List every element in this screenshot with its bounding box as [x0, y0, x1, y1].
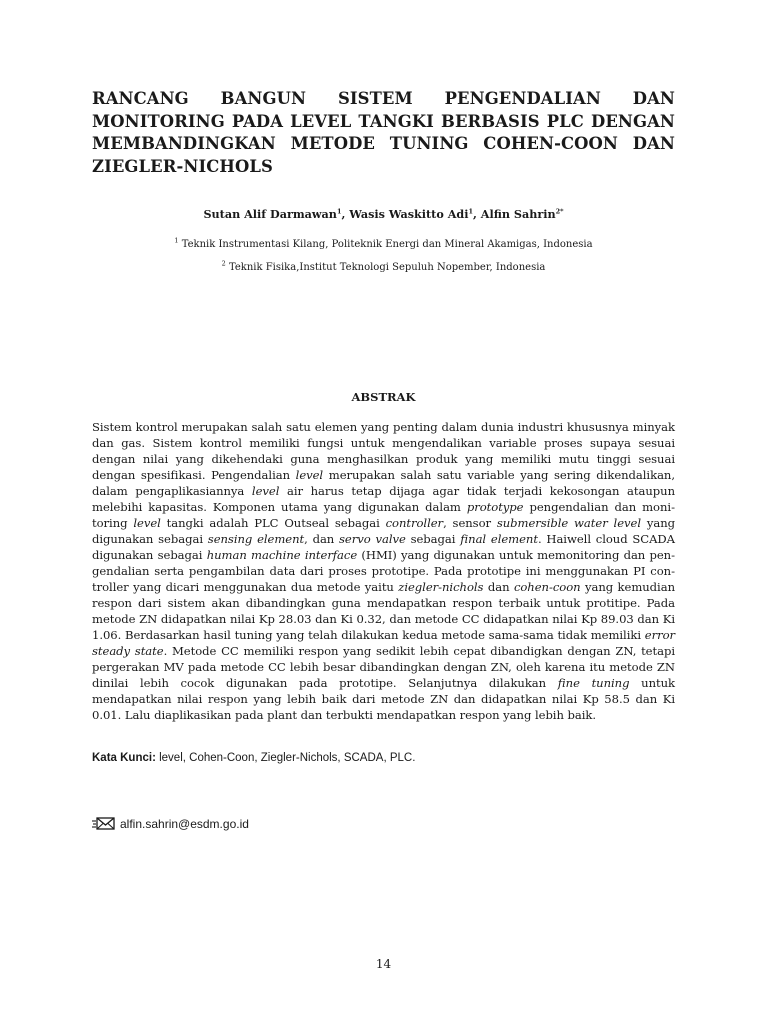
abstract-heading: ABSTRAK: [351, 390, 416, 404]
keywords-label: Kata Kunci:: [92, 752, 156, 764]
affiliation-text: Teknik Fisika,Institut Teknologi Sepuluh Nopember, Indonesia: [228, 262, 546, 273]
author-separator: ,: [341, 207, 350, 221]
abstract-body: [92, 419, 675, 723]
affiliation-mark: 1: [174, 236, 179, 245]
abstract-italic-term: error steady state: [92, 628, 675, 658]
abstract-text: Sistem kontrol merupakan salah satu elemen yang penting dalam dunia industri khususnya minyak dan gas. Sistem kontrol memiliki fungsi untuk mengendalikan variable proses supaya sesuai dengan nilai yang dikehendaki guna menghasilkan produk yang memiliki mutu tinggi sesuai dengan spesifikasi. Pengendalian: [92, 420, 675, 482]
abstract-text: merupakan salah satu variable yang sering dikendalikan, dalam pengaplikasiannya: [92, 468, 675, 498]
abstract-italic-term: fine tuning: [557, 676, 630, 690]
abstract-text: yang kemudian respon dari sistem akan dibandingkan guna mendapatkan respon terbaik untuk protitipe. Pada metode ZN didapatkan nilai Kp 28.03 dan Ki 0.32, dan metode CC didapatkan nilai Kp 89.03 dan Ki 1.06. Berdasarkan hasil tuning yang telah dilakukan kedua metode sama-sama tidak memiliki: [92, 580, 675, 642]
corresponding-email: [92, 816, 249, 831]
abstract-italic-term: prototype: [466, 500, 524, 514]
affiliation-1: [92, 236, 675, 250]
abstract-text: . Metode CC memiliki respon yang sedikit lebih cepat dibandigkan dengan ZN, tetapi pergerakan MV pada metode CC lebih besar dibandingkan dengan ZN, oleh karena itu metode ZN dinilai lebih cocok digunakan pada prototipe. Selanjutnya dilakukan: [92, 644, 675, 690]
keywords-text: level, Cohen-Coon, Ziegler-Nichols, SCADA, PLC.: [155, 752, 416, 764]
author-separator: ,: [472, 207, 481, 221]
abstract-text: pengendalian dan monitoring: [92, 500, 675, 530]
author-name: Sutan Alif Darmawan: [203, 207, 337, 221]
author-affiliation-mark: 1: [336, 207, 342, 216]
abstract-italic-term: ziegler-nichols: [398, 580, 484, 594]
abstract-italic-term: sensing element: [207, 532, 305, 546]
abstract-text: yang digunakan sebagai: [92, 516, 675, 546]
abstract-text: , dan: [304, 532, 340, 546]
abstract-italic-term: cohen-coon: [513, 580, 581, 594]
abstract-text: air harus tetap dijaga agar tidak terjadi kekosongan ataupun melebihi kapasitas. Komponen utama yang digunakan dalam: [92, 484, 675, 514]
abstract-italic-term: final element: [460, 532, 538, 546]
affiliation-2: [92, 259, 675, 273]
abstract-text: . Haiwell cloud SCADA digunakan sebagai: [92, 532, 675, 562]
author-affiliation-mark: 2*: [555, 207, 564, 216]
abstract-text: untuk mendapatkan nilai respon yang lebih baik dari metode ZN dan didapatkan nilai Kp 58.5 dan Ki 0.01. Lalu diaplikasikan pada plant dan terbukti mendapatkan respon yang lebih baik.: [92, 676, 675, 722]
author-name: Alfin Sahrin: [480, 207, 556, 221]
author-affiliation-mark: 1: [468, 207, 473, 216]
keywords: [92, 752, 675, 764]
abstract-italic-term: servo valve: [339, 532, 406, 546]
email-address: alfin.sahrin@esdm.go.id: [120, 816, 249, 831]
abstract-italic-term: level: [251, 484, 280, 498]
envelope-icon: [92, 816, 116, 831]
abstract-text: sebagai: [405, 532, 461, 546]
affiliation-text: Teknik Instrumentasi Kilang, Politeknik Energi dan Mineral Akamigas, Indonesia: [181, 239, 593, 250]
abstract-text: , sensor: [443, 516, 497, 530]
abstract-text: dan: [483, 580, 514, 594]
abstract-italic-term: level: [133, 516, 161, 530]
author-list: [92, 207, 675, 221]
abstract-italic-term: submersible water level: [496, 516, 641, 530]
abstract-italic-term: level: [295, 468, 324, 482]
abstract-text: (HMI) yang digunakan untuk memonitoring dan pengendalian serta pengambilan data dari proses prototipe. Pada prototipe ini menggunakan PI controller yang dicari menggunakan dua metode yaitu: [92, 548, 675, 594]
paper-title: RANCANG BANGUN SISTEM PENGENDALIAN DAN MONITORING PADA LEVEL TANGKI BERBASIS PLC DENGAN MEMBANDINGKAN METODE TUNING COHEN-COON DAN ZIEGLER-NICHOLS: [92, 89, 675, 176]
affiliation-mark: 2: [221, 259, 226, 268]
author-name: Wasis Waskitto Adi: [349, 207, 469, 221]
abstract-italic-term: controller: [385, 516, 444, 530]
page-number: 14: [375, 957, 392, 971]
abstract-text: tangki adalah PLC Outseal sebagai: [160, 516, 386, 530]
abstract-italic-term: human machine interface: [206, 548, 358, 562]
